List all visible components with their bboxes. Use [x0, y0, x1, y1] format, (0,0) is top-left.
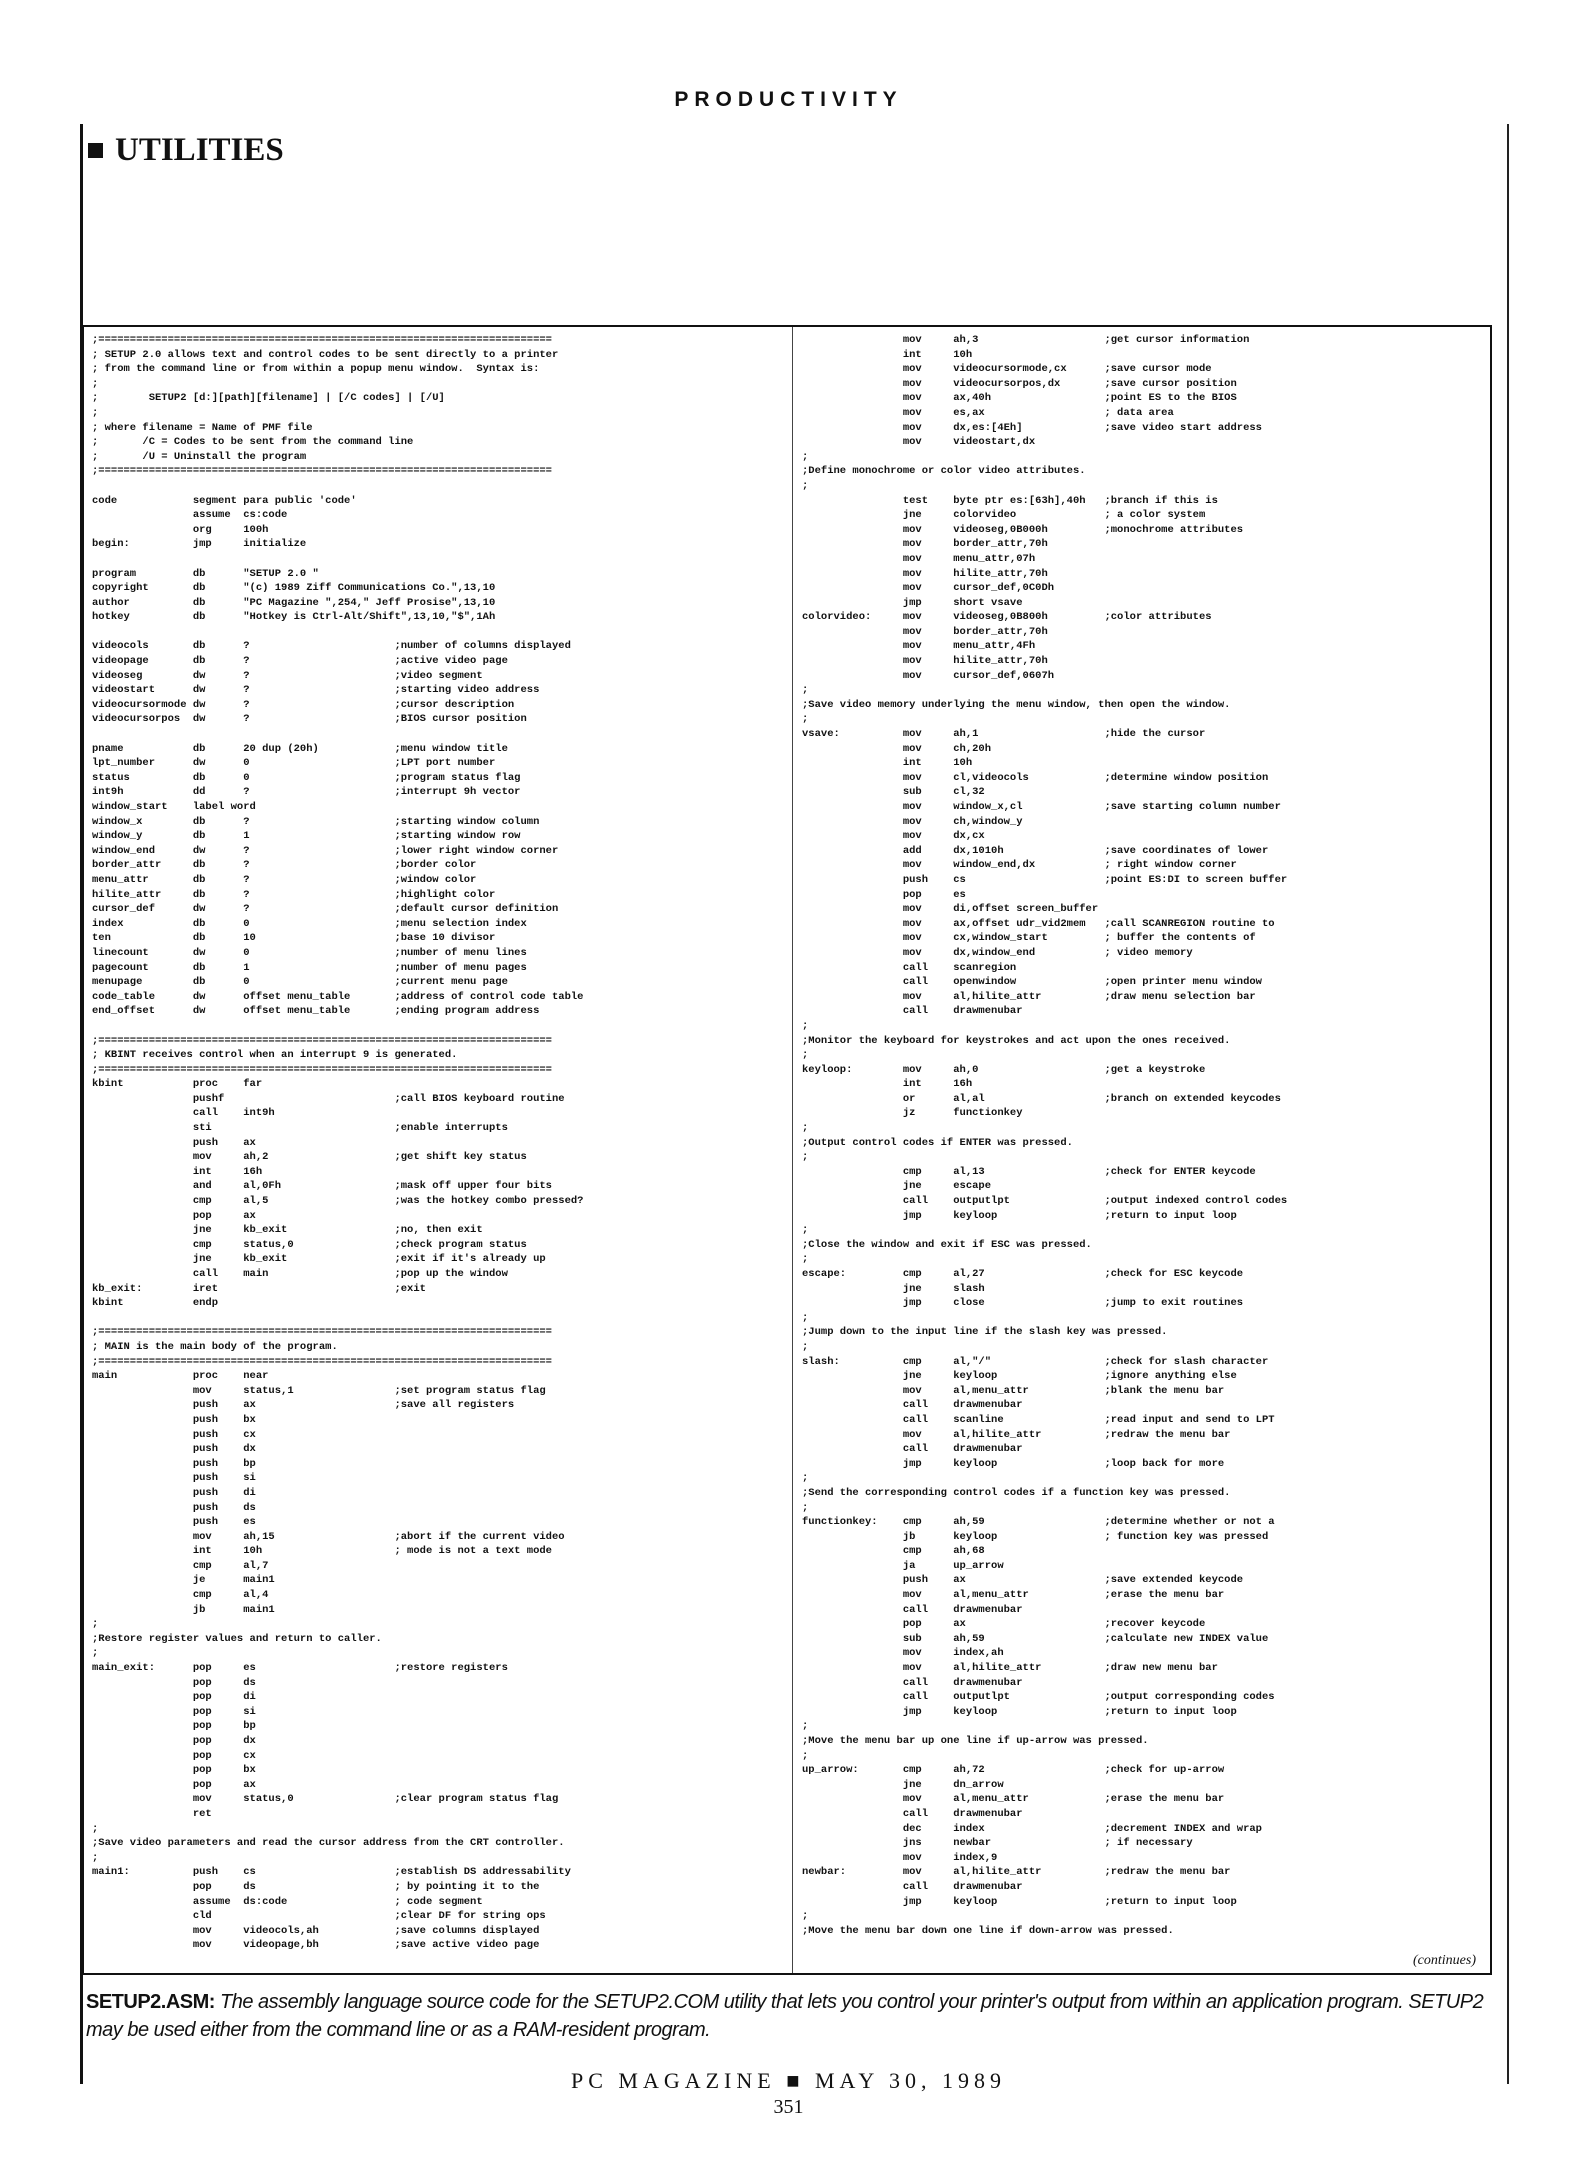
code-line: ;	[802, 1501, 809, 1514]
listing-column-left	[92, 333, 786, 1967]
code-line: lpt_number dw 0 ;LPT port number	[92, 757, 496, 770]
code-line: ;========================================================================	[92, 1063, 552, 1076]
code-line: call main ;pop up the window	[92, 1268, 508, 1280]
code-line: mov al,hilite_attr ;draw menu selection bar	[802, 990, 1256, 1003]
code-line: window_y db 1 ;starting window row	[92, 830, 521, 843]
code-line: ; KBINT receives control when an interrupt 9 is generated.	[92, 1049, 458, 1062]
code-line: ;Define monochrome or color video attributes.	[802, 465, 1086, 478]
code-line: ;Restore register values and return to caller.	[92, 1632, 382, 1645]
code-line: cmp ah,68	[802, 1545, 985, 1558]
code-line: call outputlpt ;output indexed control codes	[802, 1195, 1288, 1208]
code-line: mov index,9	[802, 1851, 998, 1864]
code-line: call drawmenubar	[802, 1399, 1023, 1412]
code-line: mov border_attr,70h	[802, 625, 1048, 638]
code-line: sub ah,59 ;calculate new INDEX value	[802, 1632, 1269, 1645]
code-line: pop di	[92, 1691, 256, 1704]
code-line: mov menu_attr,4Fh	[802, 640, 1036, 653]
code-line: pop ax	[92, 1209, 256, 1222]
code-listing-box	[82, 325, 1492, 1975]
code-line: ;	[802, 1311, 809, 1324]
code-line: videoseg dw ? ;video segment	[92, 669, 483, 682]
code-line: jmp keyloop ;loop back for more	[802, 1457, 1225, 1470]
code-line: linecount dw 0 ;number of menu lines	[92, 946, 527, 959]
code-line: window_end dw ? ;lower right window corner	[92, 844, 559, 857]
code-line: jne kb_exit ;exit if it's already up	[92, 1253, 546, 1266]
code-line: ; MAIN is the main body of the program.	[92, 1340, 338, 1353]
code-line: mov hilite_attr,70h	[802, 567, 1048, 580]
code-line: jmp short vsave	[802, 596, 1023, 609]
code-line: assume ds:code ; code segment	[92, 1895, 483, 1908]
code-line: newbar: mov al,hilite_attr ;redraw the menu bar	[802, 1866, 1231, 1879]
code-line: mov menu_attr,07h	[802, 552, 1036, 565]
code-line: cmp al,5 ;was the hotkey combo pressed?	[92, 1195, 584, 1208]
code-line: mov window_x,cl ;save starting column number	[802, 801, 1281, 813]
code-line: and al,0Fh ;mask off upper four bits	[92, 1180, 552, 1193]
section-heading: PRODUCTIVITY	[674, 88, 903, 111]
caption-text: The assembly language source code for the SETUP2.COM utility that lets you control your printer's output from within an application program. SETUP2 may be used either from the command line or as a RAM-resident program.	[86, 1991, 1484, 2041]
column-divider	[792, 327, 793, 1973]
code-line: functionkey: cmp ah,59 ;determine whether or not a	[802, 1516, 1275, 1529]
code-line: code_table dw offset menu_table ;address of control code table	[92, 990, 584, 1003]
code-line: call openwindow ;open printer menu window	[802, 976, 1262, 989]
code-line: ; SETUP2 [d:][path][filename] | [/C codes] | [/U]	[92, 392, 445, 405]
code-line: int 16h	[802, 1078, 973, 1091]
code-line: slash: cmp al,"/" ;check for slash character	[802, 1355, 1269, 1368]
code-line: call drawmenubar	[802, 1005, 1023, 1018]
code-line: jns newbar ; if necessary	[802, 1837, 1193, 1850]
code-line: ;========================================================================	[92, 1326, 552, 1339]
code-line: keyloop: mov ah,0 ;get a keystroke	[802, 1063, 1206, 1076]
code-line: mov videocols,ah ;save columns displayed	[92, 1924, 540, 1937]
code-line: hotkey db "Hotkey is Ctrl-Alt/Shift",13,10,"$",1Ah	[92, 611, 496, 624]
code-line: call outputlpt ;output corresponding codes	[802, 1691, 1275, 1704]
right-margin-rule	[1507, 124, 1509, 2084]
code-line: main_exit: pop es ;restore registers	[92, 1662, 508, 1675]
code-line: jne escape	[802, 1180, 992, 1193]
caption-label: SETUP2.ASM:	[86, 1991, 215, 2013]
code-line: mov al,menu_attr ;erase the menu bar	[802, 1589, 1225, 1602]
department-heading	[88, 132, 284, 169]
code-line: window_x db ? ;starting window column	[92, 815, 540, 828]
code-line: ;	[802, 1720, 809, 1733]
code-line: hilite_attr db ? ;highlight color	[92, 888, 496, 901]
code-line: mov cursor_def,0607h	[802, 669, 1055, 682]
code-line: pop bx	[92, 1764, 256, 1777]
code-line: ;Save video memory underlying the menu window, then open the window.	[802, 698, 1231, 711]
code-line: jne dn_arrow	[802, 1778, 1004, 1791]
code-line: call drawmenubar	[802, 1603, 1023, 1616]
code-line: mov al,menu_attr ;blank the menu bar	[802, 1384, 1225, 1397]
code-line: ;	[802, 1122, 809, 1135]
code-line: pop dx	[92, 1735, 256, 1747]
code-line: ;	[802, 1253, 809, 1266]
code-line: push bp	[92, 1457, 256, 1470]
code-line: test byte ptr es:[63h],40h ;branch if this is	[802, 494, 1218, 507]
code-line	[92, 625, 786, 640]
code-line: cmp al,4	[92, 1589, 269, 1602]
code-line: mov hilite_attr,70h	[802, 655, 1048, 668]
code-line: main1: push cs ;establish DS addressability	[92, 1866, 571, 1879]
square-bullet-icon	[88, 143, 103, 158]
code-line: mov window_end,dx ; right window corner	[802, 859, 1237, 872]
code-line: jb main1	[92, 1603, 275, 1616]
code-line: program db "SETUP 2.0 "	[92, 567, 319, 580]
code-line: push di	[92, 1486, 256, 1499]
code-line: push ds	[92, 1501, 256, 1514]
code-line: mov dx,cx	[802, 830, 985, 843]
code-line: ;Monitor the keyboard for keystrokes and act upon the ones received.	[802, 1034, 1231, 1047]
code-line: push dx	[92, 1443, 256, 1456]
code-line: mov status,0 ;clear program status flag	[92, 1793, 559, 1806]
code-line: ;	[802, 713, 809, 726]
code-line: cmp al,13 ;check for ENTER keycode	[802, 1165, 1256, 1178]
code-line: ;	[802, 1910, 809, 1923]
code-line: mov index,ah	[802, 1647, 1004, 1660]
code-line: ;	[802, 450, 809, 463]
code-line: colorvideo: mov videoseg,0B800h ;color attributes	[802, 611, 1212, 624]
code-line: push cx	[92, 1428, 256, 1441]
code-line: ;	[92, 1822, 99, 1835]
code-line: videostart dw ? ;starting video address	[92, 684, 540, 697]
code-line: call drawmenubar	[802, 1676, 1023, 1689]
code-line: mov videocursormode,cx ;save cursor mode	[802, 363, 1212, 376]
code-line: menu_attr db ? ;window color	[92, 873, 477, 886]
code-line: org 100h	[92, 523, 269, 536]
code-line	[92, 1019, 786, 1034]
code-line: jb keyloop ; function key was pressed	[802, 1530, 1269, 1543]
code-line: jmp close ;jump to exit routines	[802, 1297, 1244, 1310]
code-line: menupage db 0 ;current menu page	[92, 976, 508, 989]
code-line: ;Send the corresponding control codes if a function key was pressed.	[802, 1486, 1231, 1499]
code-line: cmp al,7	[92, 1559, 269, 1572]
continues-note: (continues)	[1413, 1953, 1476, 1968]
code-line: call drawmenubar	[802, 1880, 1023, 1893]
code-line: mov status,1 ;set program status flag	[92, 1384, 546, 1397]
code-line: videocursorpos dw ? ;BIOS cursor position	[92, 713, 527, 726]
code-line: ;Jump down to the input line if the slash key was pressed.	[802, 1326, 1168, 1339]
code-line: ;	[802, 1472, 809, 1485]
code-line: ;	[802, 1019, 809, 1032]
code-line: jne keyloop ;ignore anything else	[802, 1370, 1237, 1383]
code-line: ; from the command line or from within a popup menu window. Syntax is:	[92, 363, 540, 376]
code-line: status db 0 ;program status flag	[92, 771, 521, 784]
code-line: copyright db "(c) 1989 Ziff Communications Co.",13,10	[92, 582, 496, 595]
code-line: push es	[92, 1516, 256, 1529]
code-line: jmp keyloop ;return to input loop	[802, 1895, 1237, 1908]
code-line: call scanregion	[802, 961, 1017, 974]
code-line: ; SETUP 2.0 allows text and control codes to be sent directly to a printer	[92, 348, 559, 361]
code-line: ;	[92, 1647, 99, 1660]
code-line: ;	[92, 1618, 99, 1631]
code-line: pop si	[92, 1705, 256, 1718]
code-line: pagecount db 1 ;number of menu pages	[92, 961, 527, 974]
code-line: mov ax,40h ;point ES to the BIOS	[802, 392, 1237, 405]
code-line: assume cs:code	[92, 509, 288, 522]
code-line: ;	[802, 1224, 809, 1237]
code-line: author db "PC Magazine ",254," Jeff Prosise",13,10	[92, 596, 496, 609]
code-line: window_start label word	[92, 801, 256, 813]
code-line: videopage db ? ;active video page	[92, 655, 508, 668]
code-line	[92, 479, 786, 494]
page-number: 351	[773, 2096, 804, 2118]
code-line: cursor_def dw ? ;default cursor definition	[92, 903, 559, 916]
code-line: mov videocursorpos,dx ;save cursor position	[802, 377, 1237, 390]
code-line: ;Move the menu bar down one line if down-arrow was pressed.	[802, 1924, 1174, 1937]
code-line: mov cx,window_start ; buffer the contents of	[802, 932, 1256, 945]
code-line: add dx,1010h ;save coordinates of lower	[802, 844, 1269, 857]
code-line: up_arrow: cmp ah,72 ;check for up-arrow	[802, 1764, 1225, 1777]
code-line: ;	[802, 1749, 809, 1762]
code-line: mov ah,3 ;get cursor information	[802, 334, 1250, 346]
code-line: push ax	[92, 1136, 256, 1149]
code-line: kbint endp	[92, 1297, 219, 1310]
code-line: push ax ;save extended keycode	[802, 1574, 1244, 1587]
code-line: pop ds ; by pointing it to the	[92, 1880, 540, 1893]
code-line: videocursormode dw ? ;cursor description	[92, 698, 515, 711]
code-line: pop ax	[92, 1778, 256, 1791]
code-line	[92, 1311, 786, 1326]
code-line: call int9h	[92, 1107, 275, 1120]
code-line: mov videostart,dx	[802, 436, 1036, 449]
code-line: mov videopage,bh ;save active video page	[92, 1939, 540, 1952]
code-line: int 10h ; mode is not a text mode	[92, 1545, 552, 1558]
code-line: sti ;enable interrupts	[92, 1122, 508, 1135]
code-line: int9h dd ? ;interrupt 9h vector	[92, 786, 521, 799]
code-line: videocols db ? ;number of columns displayed	[92, 640, 571, 653]
code-line: ;Move the menu bar up one line if up-arrow was pressed.	[802, 1735, 1149, 1747]
code-line: mov ch,window_y	[802, 815, 1023, 828]
code-line: mov dx,es:[4Eh] ;save video start address	[802, 421, 1262, 434]
code-line: jmp keyloop ;return to input loop	[802, 1705, 1237, 1718]
code-line: mov ah,2 ;get shift key status	[92, 1151, 527, 1164]
code-line: pop ds	[92, 1676, 256, 1689]
code-line: index db 0 ;menu selection index	[92, 917, 527, 930]
code-line: int 10h	[802, 348, 973, 361]
code-line: mov videoseg,0B000h ;monochrome attributes	[802, 523, 1244, 536]
code-line: ;========================================================================	[92, 1355, 552, 1368]
code-line: mov ax,offset udr_vid2mem ;call SCANREGION routine to	[802, 917, 1275, 930]
code-line: jz functionkey	[802, 1107, 1023, 1120]
department-title: UTILITIES	[115, 132, 284, 168]
code-line: jne colorvideo ; a color system	[802, 509, 1206, 522]
listing-column-right	[802, 333, 1488, 1967]
code-line: pop es	[802, 888, 966, 901]
code-line: ; where filename = Name of PMF file	[92, 421, 313, 434]
code-line: mov ah,15 ;abort if the current video	[92, 1530, 565, 1543]
code-line: mov cursor_def,0C0Dh	[802, 582, 1055, 595]
code-line: cld ;clear DF for string ops	[92, 1910, 546, 1923]
code-line: jne slash	[802, 1282, 985, 1295]
code-line: ;Close the window and exit if ESC was pressed.	[802, 1238, 1092, 1251]
code-line: end_offset dw offset menu_table ;ending program address	[92, 1005, 540, 1018]
code-line: mov di,offset screen_buffer	[802, 903, 1099, 916]
code-line: border_attr db ? ;border color	[92, 859, 477, 872]
code-line: ;	[92, 1851, 99, 1864]
code-line: push cs ;point ES:DI to screen buffer	[802, 873, 1288, 886]
code-line: ;	[802, 479, 809, 492]
code-line: jne kb_exit ;no, then exit	[92, 1224, 483, 1237]
code-line: ;========================================================================	[92, 1034, 552, 1047]
code-line: mov es,ax ; data area	[802, 406, 1174, 419]
code-line: mov cl,videocols ;determine window position	[802, 771, 1269, 784]
code-line: ;========================================================================	[92, 334, 552, 346]
code-line: kb_exit: iret ;exit	[92, 1282, 426, 1295]
code-line: ten db 10 ;base 10 divisor	[92, 932, 496, 945]
code-line: begin: jmp initialize	[92, 538, 307, 551]
code-line	[92, 727, 786, 742]
code-line: main proc near	[92, 1370, 269, 1383]
figure-caption	[86, 1988, 1498, 2044]
code-line: pop cx	[92, 1749, 256, 1762]
code-line: sub cl,32	[802, 786, 985, 799]
code-line: dec index ;decrement INDEX and wrap	[802, 1822, 1262, 1835]
code-line: vsave: mov ah,1 ;hide the cursor	[802, 728, 1206, 741]
code-line: call drawmenubar	[802, 1443, 1023, 1456]
footer-masthead: PC MAGAZINE ■ MAY 30, 1989	[570, 2068, 1006, 2093]
code-line: ;	[802, 1151, 809, 1164]
code-line: je main1	[92, 1574, 275, 1587]
code-line: ;	[802, 684, 809, 697]
code-line: ; /U = Uninstall the program	[92, 450, 307, 463]
code-line: ;Output control codes if ENTER was pressed.	[802, 1136, 1073, 1149]
code-line: mov al,menu_attr ;erase the menu bar	[802, 1793, 1225, 1806]
code-line: jmp keyloop ;return to input loop	[802, 1209, 1237, 1222]
code-line: mov al,hilite_attr ;draw new menu bar	[802, 1662, 1218, 1675]
code-line: ;	[92, 377, 99, 390]
code-line: mov ch,20h	[802, 742, 992, 755]
code-line	[92, 552, 786, 567]
code-line: escape: cmp al,27 ;check for ESC keycode	[802, 1268, 1244, 1280]
code-line: int 16h	[92, 1165, 263, 1178]
code-line: pname db 20 dup (20h) ;menu window title	[92, 742, 508, 755]
code-line: or al,al ;branch on extended keycodes	[802, 1092, 1281, 1105]
code-line: kbint proc far	[92, 1078, 263, 1091]
code-line: cmp status,0 ;check program status	[92, 1238, 527, 1251]
code-line: ;	[802, 1340, 809, 1353]
code-line: push ax ;save all registers	[92, 1399, 515, 1412]
code-line: mov al,hilite_attr ;redraw the menu bar	[802, 1428, 1231, 1441]
code-line: ;Save video parameters and read the cursor address from the CRT controller.	[92, 1837, 565, 1850]
code-line: pop ax ;recover keycode	[802, 1618, 1206, 1631]
code-line: ; /C = Codes to be sent from the command line	[92, 436, 414, 449]
code-line: pop bp	[92, 1720, 256, 1733]
code-line: ;	[92, 406, 99, 419]
code-line: mov dx,window_end ; video memory	[802, 946, 1193, 959]
code-line: int 10h	[802, 757, 973, 770]
code-line: ;	[802, 1049, 809, 1062]
code-line: pushf ;call BIOS keyboard routine	[92, 1092, 565, 1105]
code-line: push si	[92, 1472, 256, 1485]
code-line: code segment para public 'code'	[92, 494, 357, 507]
code-line: ret	[92, 1807, 212, 1820]
code-line: ;========================================================================	[92, 465, 552, 478]
code-line: call drawmenubar	[802, 1807, 1023, 1820]
code-line: call scanline ;read input and send to LPT	[802, 1413, 1275, 1426]
code-line: push bx	[92, 1413, 256, 1426]
code-line: mov border_attr,70h	[802, 538, 1048, 551]
code-line: ja up_arrow	[802, 1559, 1004, 1572]
